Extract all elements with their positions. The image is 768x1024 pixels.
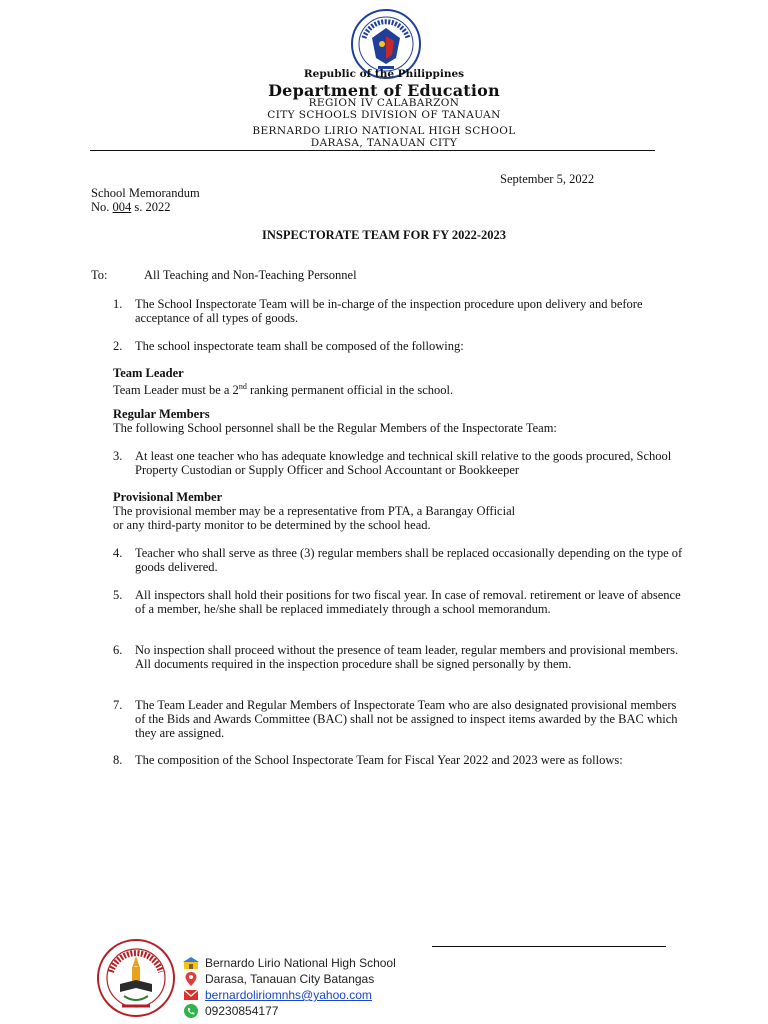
provisional-member-heading: Provisional Member <box>113 490 223 504</box>
school-emblem-logo <box>96 938 176 1018</box>
list-item <box>113 449 683 477</box>
list-item-text: The composition of the School Inspectorate Team for Fiscal Year 2022 and 2023 were as follows: <box>135 753 623 767</box>
list-item <box>113 339 683 353</box>
memo-number-suffix: s. 2022 <box>131 200 171 214</box>
list-item <box>113 297 683 325</box>
list-item <box>113 753 683 767</box>
school-address-line: DARASA, TANAUAN CITY <box>310 137 458 149</box>
phone-icon <box>183 1004 199 1018</box>
list-item <box>113 588 683 616</box>
email-link[interactable]: bernardoliriomnhs@yahoo.com <box>205 987 372 1002</box>
regular-members-heading: Regular Members <box>113 407 210 421</box>
list-item <box>113 546 683 574</box>
footer-email <box>183 987 372 1003</box>
list-item-text: Teacher who shall serve as three (3) regular members shall be replaced occasionally depending on the type of goods delivered. <box>135 546 683 574</box>
list-item-text: No inspection shall proceed without the presence of team leader, regular members and provisional members. All documents required in the inspection procedure shall be signed personally by them. <box>135 643 679 671</box>
footer-phone: 09230854177 <box>183 1003 278 1019</box>
list-item-number: 2. <box>113 339 123 353</box>
list-item-number: 6. <box>113 643 123 657</box>
list-item-text: The school inspectorate team shall be composed of the following: <box>135 339 464 353</box>
school-name-line: BERNARDO LIRIO NATIONAL HIGH SCHOOL <box>252 125 516 137</box>
memo-date: September 5, 2022 <box>500 172 595 186</box>
provisional-member-line-1: The provisional member may be a representative from PTA, a Barangay Official <box>113 504 516 518</box>
memo-number <box>91 200 171 214</box>
team-leader-heading: Team Leader <box>113 366 184 380</box>
list-item <box>113 643 683 671</box>
location-pin-icon <box>183 972 199 986</box>
list-item-number: 8. <box>113 753 123 767</box>
memo-title: INSPECTORATE TEAM FOR FY 2022-2023 <box>261 228 506 242</box>
email-icon <box>183 988 199 1002</box>
list-item <box>113 698 683 740</box>
department-line: Department of Education <box>268 81 500 100</box>
regular-members-text: The following School personnel shall be the Regular Members of the Inspectorate Team: <box>113 421 557 435</box>
footer-school: Bernardo Lirio National High School <box>183 955 396 971</box>
region-line: REGION IV CALABARZON <box>308 97 460 109</box>
memo-number-value: 004 <box>112 200 132 214</box>
memo-type: School Memorandum <box>91 186 200 200</box>
list-item-number: 3. <box>113 449 123 463</box>
list-item-number: 1. <box>113 297 123 311</box>
list-item-text: The School Inspectorate Team will be in-charge of the inspection procedure upon delivery and before acceptance of all types of goods. <box>135 297 643 325</box>
list-item-number: 4. <box>113 546 123 560</box>
team-leader-text: Team Leader must be a 2nd ranking permanent official in the school. <box>113 382 454 398</box>
to-label: To: <box>91 268 108 282</box>
list-item-number: 5. <box>113 588 123 602</box>
signature-line <box>432 946 666 947</box>
header-divider <box>90 150 655 151</box>
provisional-member-line-2: or any third-party monitor to be determined by the school head. <box>113 518 431 532</box>
list-item-text: The Team Leader and Regular Members of Inspectorate Team who are also designated provisional members of the Bids and Awards Committee (BAC) shall not be assigned to inspect items awarded by the BAC which they are assigned. <box>135 698 678 740</box>
list-item-number: 7. <box>113 698 123 712</box>
memo-number-prefix: No. <box>91 200 113 214</box>
division-line: CITY SCHOOLS DIVISION OF TANAUAN <box>267 109 501 121</box>
republic-line: Republic of the Philippines <box>303 68 465 80</box>
school-building-icon <box>183 956 199 970</box>
list-item-text: All inspectors shall hold their positions for two fiscal year. In case of removal. retirement or leave of absence of a member, he/she shall be replaced immediately through a school memorandum. <box>135 588 681 616</box>
to-recipients: All Teaching and Non-Teaching Personnel <box>144 268 357 282</box>
list-item-text: At least one teacher who has adequate knowledge and technical skill relative to the goods procured, School Property Custodian or Supply Officer and School Accountant or Bookkeeper <box>135 449 672 477</box>
footer-address: Darasa, Tanauan City Batangas <box>183 971 374 987</box>
